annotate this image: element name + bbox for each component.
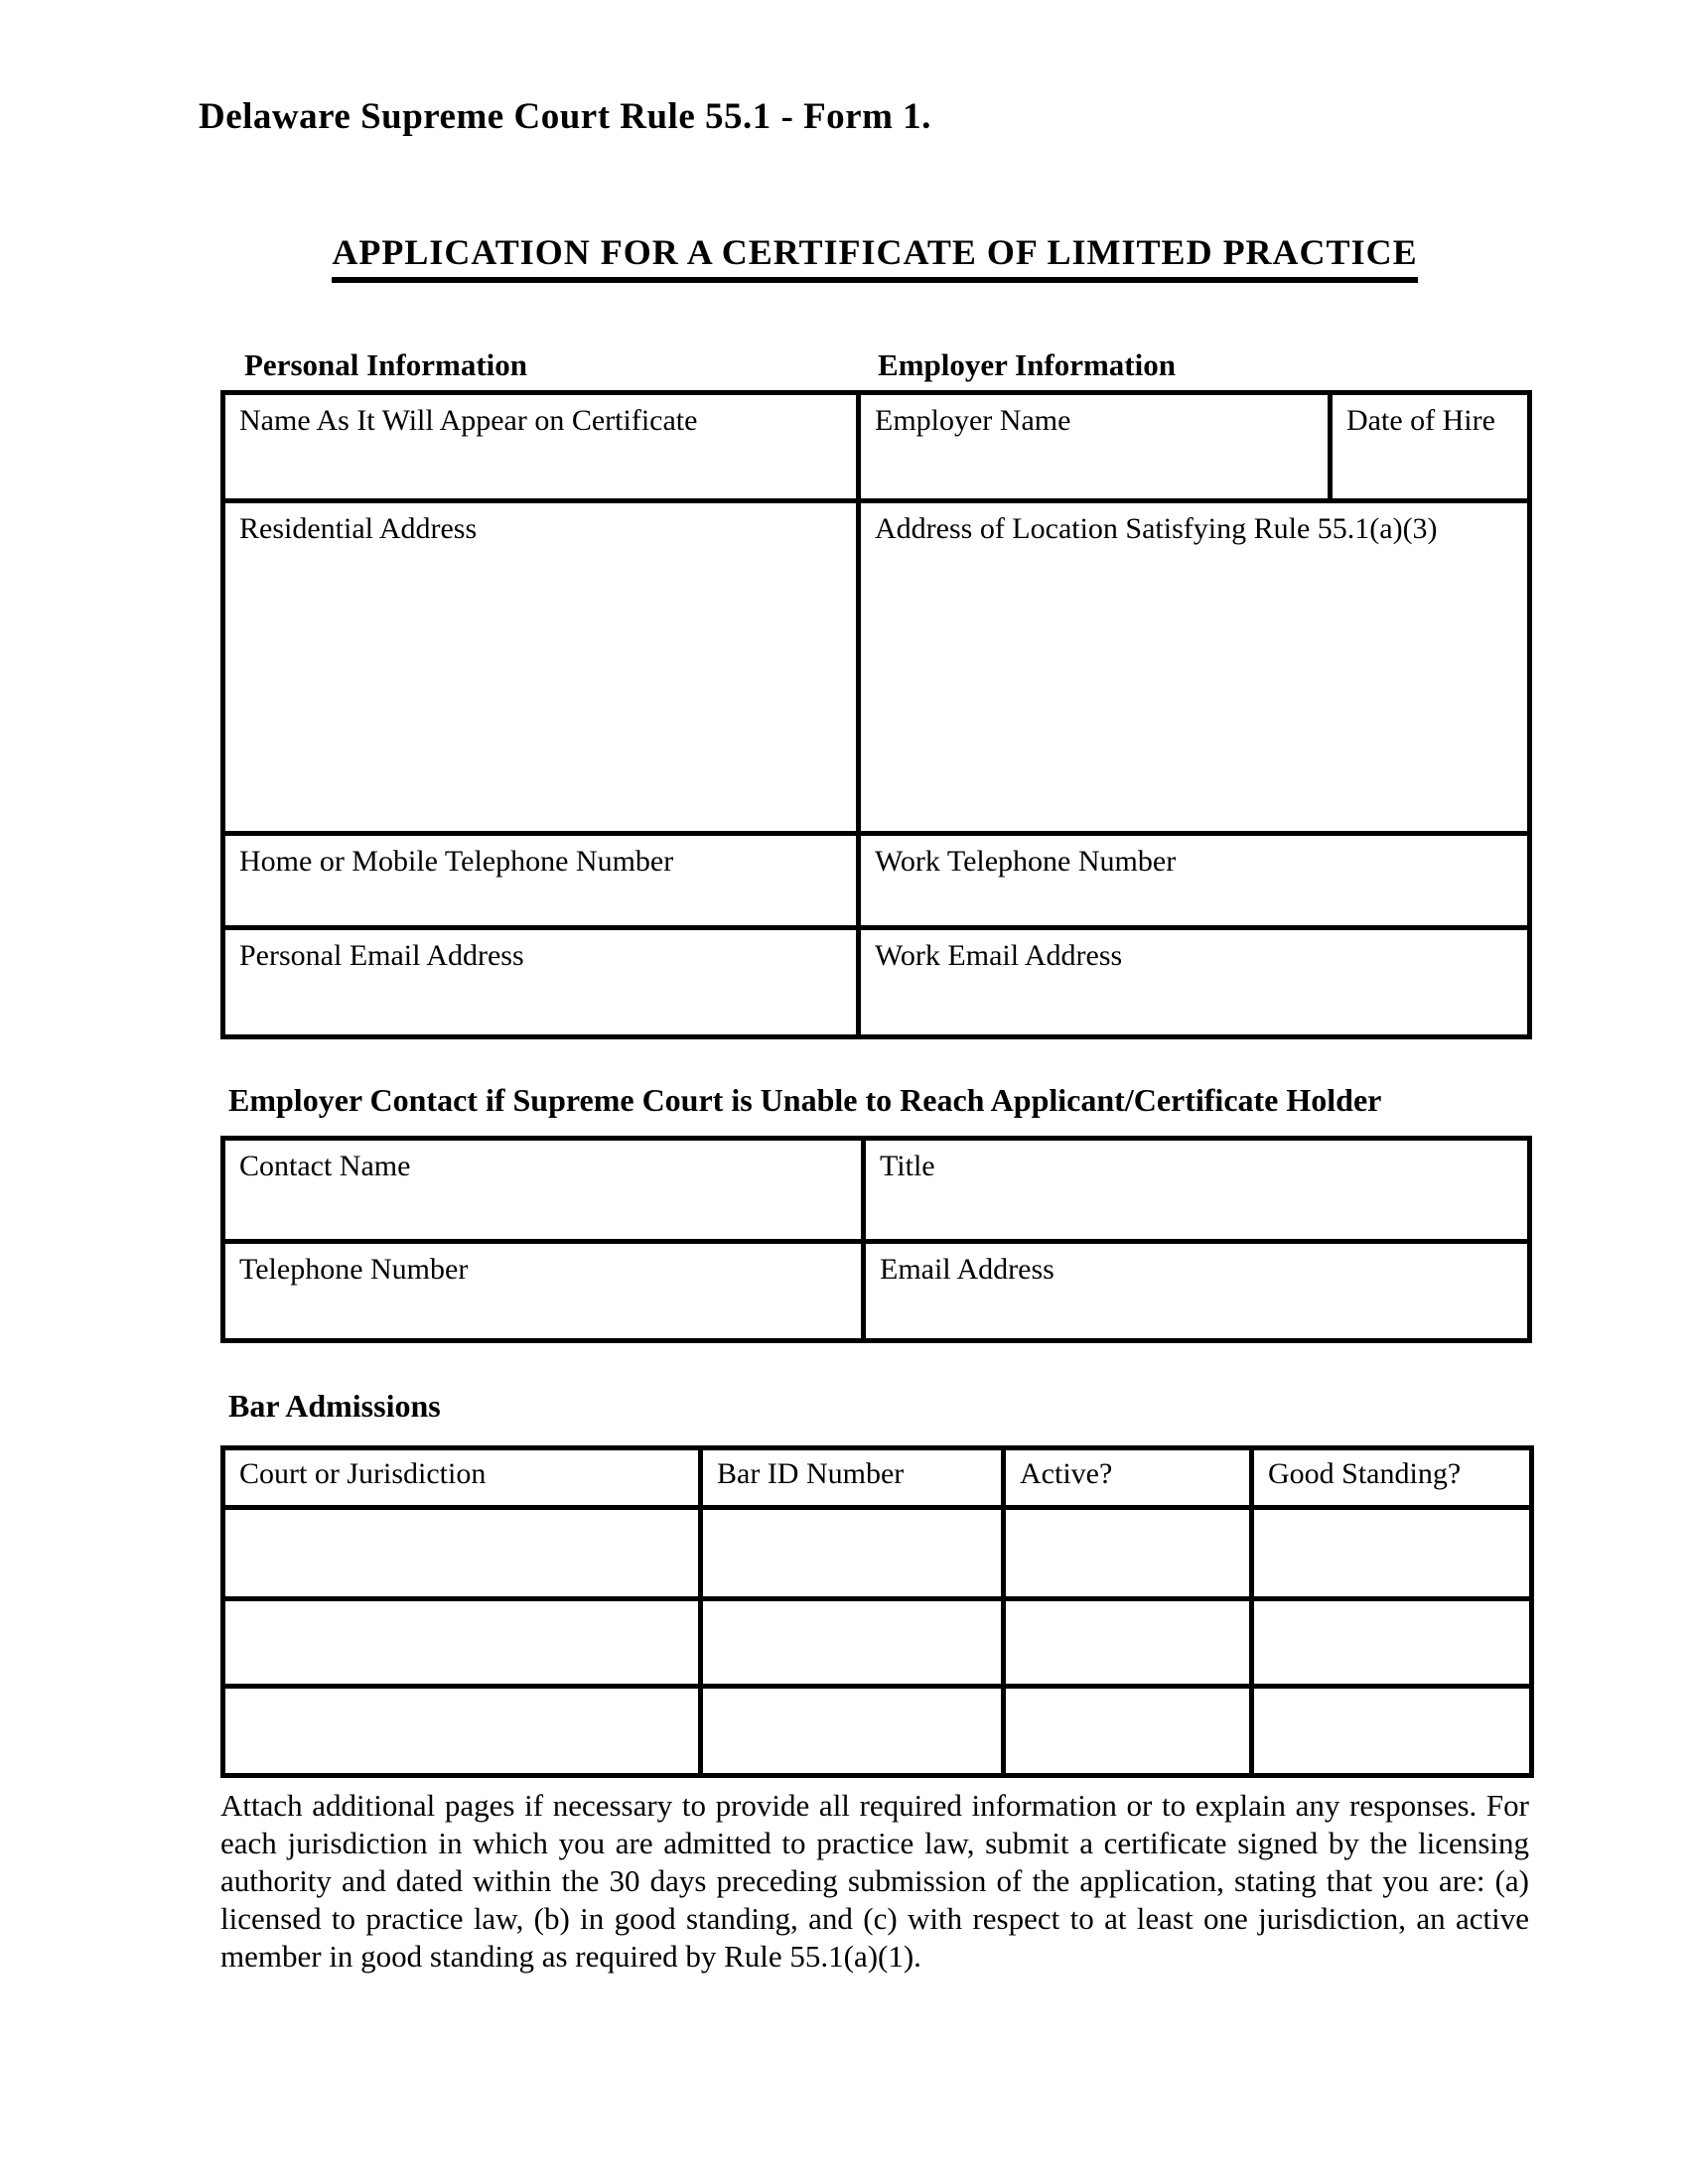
field-name-on-certificate: Name As It Will Appear on Certificate xyxy=(223,393,859,501)
column-header-active: Active? xyxy=(1004,1448,1252,1508)
bar-entry-cell xyxy=(1004,1599,1252,1687)
field-contact-title: Title xyxy=(864,1139,1530,1242)
bar-entry-cell xyxy=(701,1599,1004,1687)
rule-title: Delaware Supreme Court Rule 55.1 - Form 1. xyxy=(199,96,931,137)
bar-admissions-heading: Bar Admissions xyxy=(228,1388,441,1424)
column-header-court-or-jurisdiction: Court or Jurisdiction xyxy=(223,1448,701,1508)
instructions-paragraph: Attach additional pages if necessary to provide all required information or to explain any responses. For each jurisdiction in which you are admitted to practice law, submit a certificate signed by the licensing authority and dated within the 30 days preceding submission of the application, stating that you are: (a) licensed to practice law, (b) in good standing, and (c) with respect to at least one jurisdiction, an active member in good standing as required by Rule 55.1(a)(1). xyxy=(220,1788,1529,1974)
table-row xyxy=(223,1139,1530,1242)
table-row xyxy=(223,834,1530,928)
bar-admissions-header-row xyxy=(223,1448,1532,1508)
table-column-headings xyxy=(220,347,1529,387)
employer-contact-table xyxy=(220,1136,1532,1343)
employer-information-heading: Employer Information xyxy=(878,347,1176,382)
table-row xyxy=(223,928,1530,1037)
bar-admissions-entry-row xyxy=(223,1687,1532,1776)
table-row xyxy=(223,501,1530,834)
field-date-of-hire: Date of Hire xyxy=(1331,393,1530,501)
table-row xyxy=(223,1242,1530,1341)
bar-admissions-entry-row xyxy=(223,1508,1532,1599)
field-employer-name: Employer Name xyxy=(859,393,1331,501)
bar-entry-cell xyxy=(1004,1508,1252,1599)
bar-entry-cell xyxy=(1252,1508,1532,1599)
form-title: APPLICATION FOR A CERTIFICATE OF LIMITED PRACTICE xyxy=(332,231,1417,283)
field-contact-email: Email Address xyxy=(864,1242,1530,1341)
bar-entry-cell xyxy=(1252,1687,1532,1776)
field-home-phone: Home or Mobile Telephone Number xyxy=(223,834,859,928)
field-contact-name: Contact Name xyxy=(223,1139,864,1242)
field-contact-telephone: Telephone Number xyxy=(223,1242,864,1341)
field-location-address: Address of Location Satisfying Rule 55.1(a)(3) xyxy=(859,501,1530,834)
bar-entry-cell xyxy=(223,1687,701,1776)
column-header-good-standing: Good Standing? xyxy=(1252,1448,1532,1508)
table-row xyxy=(223,393,1530,501)
field-residential-address: Residential Address xyxy=(223,501,859,834)
field-work-phone: Work Telephone Number xyxy=(859,834,1530,928)
form-title-container xyxy=(220,231,1529,283)
bar-entry-cell xyxy=(1252,1599,1532,1687)
bar-entry-cell xyxy=(223,1508,701,1599)
personal-employer-table xyxy=(220,390,1532,1039)
bar-entry-cell xyxy=(701,1687,1004,1776)
bar-admissions-entry-row xyxy=(223,1599,1532,1687)
field-personal-email: Personal Email Address xyxy=(223,928,859,1037)
bar-admissions-table xyxy=(220,1445,1534,1778)
field-work-email: Work Email Address xyxy=(859,928,1530,1037)
bar-entry-cell xyxy=(701,1508,1004,1599)
employer-contact-heading: Employer Contact if Supreme Court is Unable to Reach Applicant/Certificate Holder xyxy=(228,1082,1382,1118)
personal-information-heading: Personal Information xyxy=(244,347,528,382)
bar-entry-cell xyxy=(223,1599,701,1687)
column-header-bar-id-number: Bar ID Number xyxy=(701,1448,1004,1508)
bar-entry-cell xyxy=(1004,1687,1252,1776)
